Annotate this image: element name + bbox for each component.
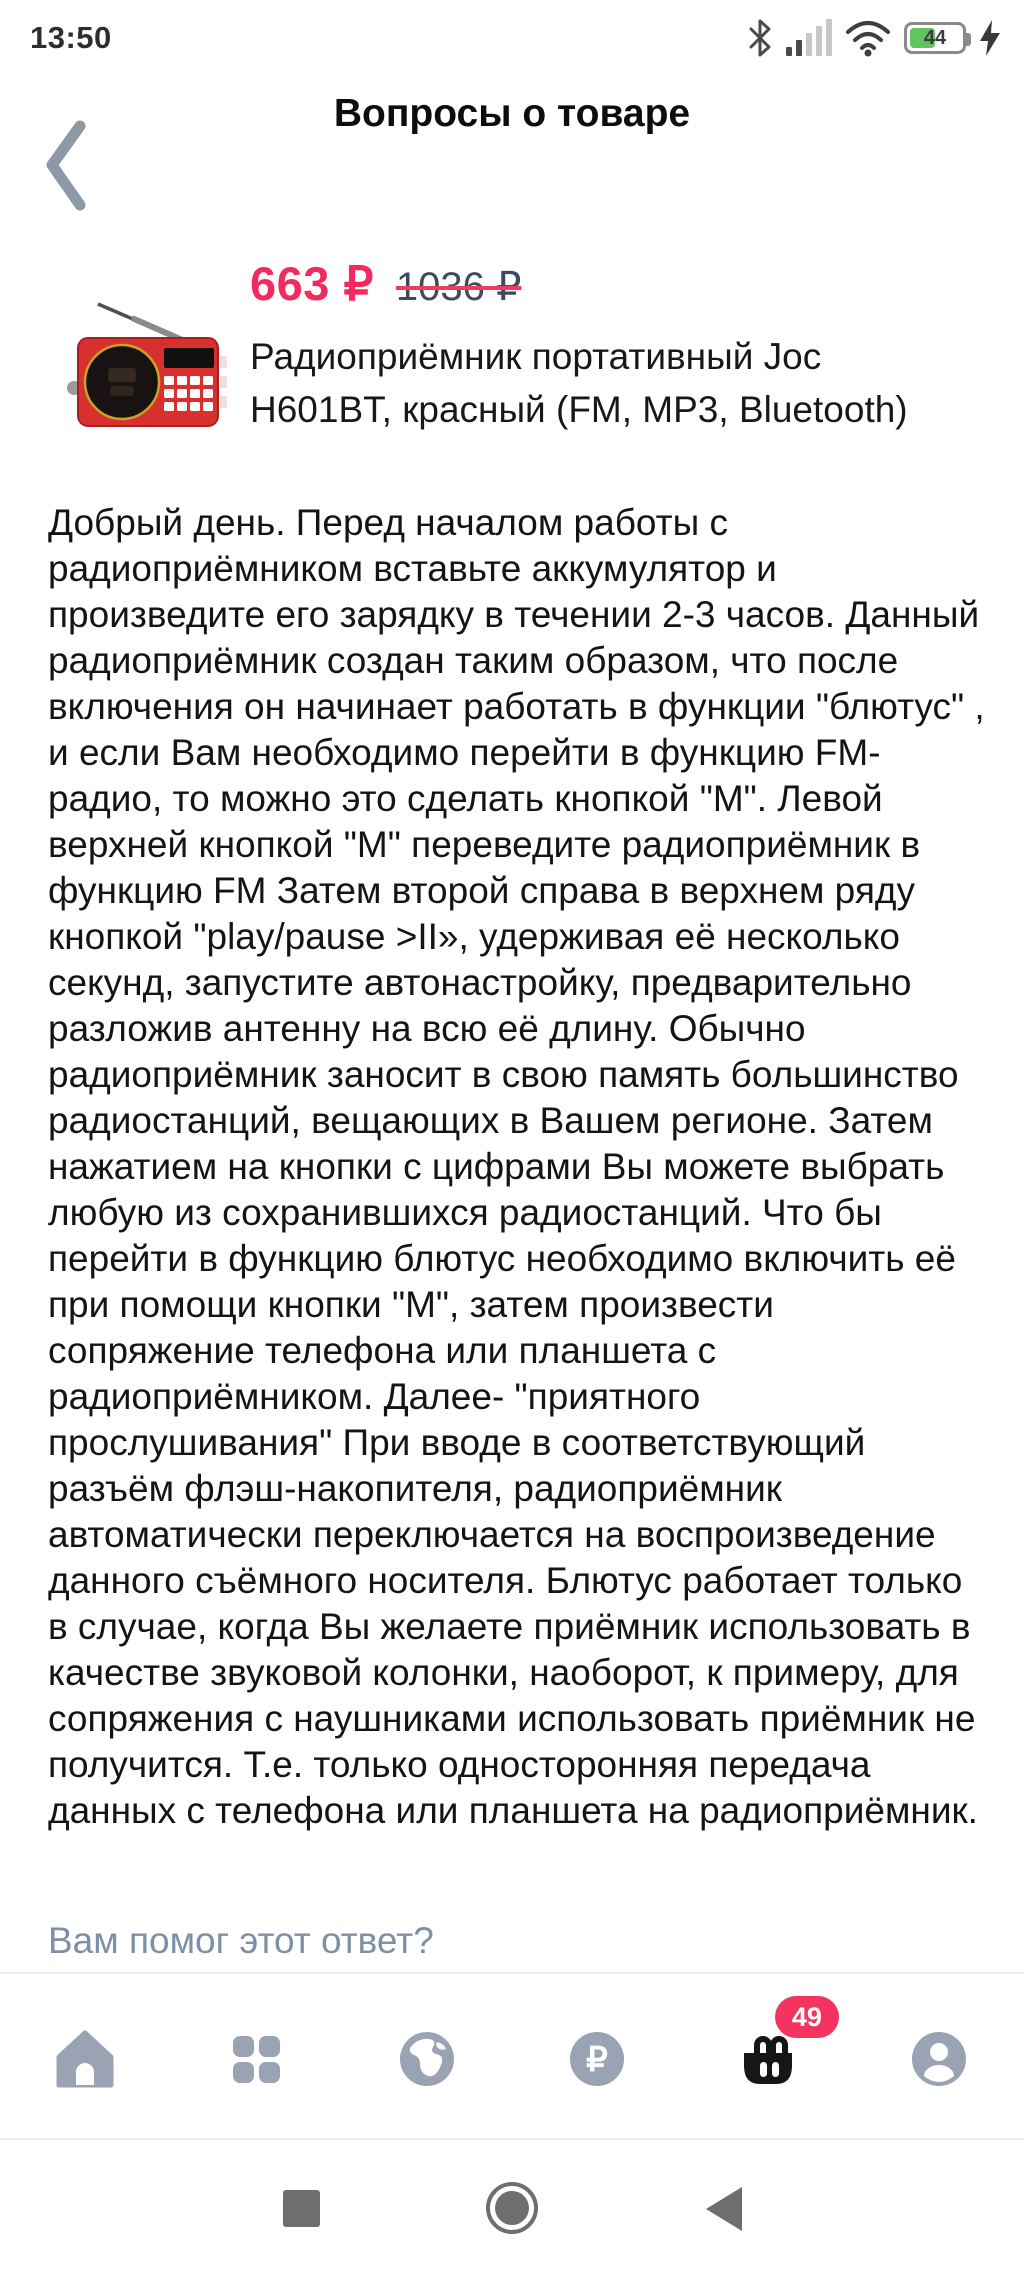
nav-catalog[interactable] [171,1974,342,2138]
catalog-grid-icon [223,2026,289,2092]
wifi-icon [844,19,892,57]
nav-cart[interactable] [683,1974,854,2138]
android-nav-bar [0,2140,1024,2275]
answer-text: Добрый день. Перед началом работы с радиоприёмником вставьте аккумулятор и произведите его зарядку в течении 2-3 часов. Данный радиоприёмник создан таким образом, что после включения он начинает работать в функции "блютус" , и если Вам необходимо перейти в функцию FM-радио, то можно это сделать кнопкой "М". Левой верхней кнопкой "М" переведите радиоприёмник в функцию FM Затем второй справа в верхнем ряду кнопкой "play/pause >II», удерживая её несколько секунд, запустите автонастройку, предварительно разложив антенну на всю её длину. Обычно радиоприёмник заносит в свою память большинство радиостанций, вещающих в Вашем регионе. Затем нажатием на кнопки с цифрами Вы можете выбрать любую из сохранившихся радиостанций. Что бы перейти в функцию блютус необходимо включить её при помощи кнопки "М", затем произвести сопряжение телефона или планшета с радиоприёмником. Далее- "приятного прослушивания" При вводе в соответствующий разъём флэш-накопителя, радиоприёмник автоматически переключается на воспроизведение данного съёмного носителя. Блютус работает только в случае, когда Вы желаете приёмник использовать в качестве звуковой колонки, наоборот, к примеру, для сопряжения с наушниками использовать приёмник не получится. Т.е. только односторонняя передача данных с телефона или планшета на радиоприёмник. [48,502,985,1831]
cart-badge: 49 [775,1996,839,2038]
product-name[interactable] [250,330,980,436]
clock: 13:50 [30,20,112,55]
product-image[interactable] [66,296,230,514]
status-icons [746,18,1002,58]
home-button-dot [495,2191,529,2225]
globe-icon [394,2026,460,2092]
signal-icon [786,19,832,57]
android-back-button[interactable] [706,2187,742,2231]
back-button[interactable] [42,118,92,213]
battery-icon [904,22,966,54]
bottom-nav [0,1974,1024,2138]
nav-globe[interactable] [341,1974,512,2138]
price-row [250,256,521,312]
recents-button[interactable] [283,2190,320,2227]
home-icon [52,2026,118,2092]
bluetooth-icon [746,18,774,58]
product-name-line: Радиоприёмник портативный Joc [250,336,822,377]
nav-profile[interactable] [853,1974,1024,2138]
product-name-line: H601BT, красный (FM, MP3, Bluetooth) [250,389,908,430]
current-price: 663 ₽ [250,257,374,310]
nav-home[interactable] [0,1974,171,2138]
status-bar [30,12,1002,64]
nav-payments[interactable] [512,1974,683,2138]
charging-bolt-icon [978,19,1002,57]
profile-icon [906,2026,972,2092]
battery-percent: 44 [923,26,947,49]
page-title: Вопросы о товаре [333,92,691,135]
helped-answer-link[interactable]: Вам помог этот ответ? [48,1920,434,1961]
svg-text:₽: ₽ [586,2041,609,2079]
old-price: 1036 ₽ [395,265,522,309]
ruble-icon [564,2026,630,2092]
home-button[interactable] [486,2182,538,2234]
